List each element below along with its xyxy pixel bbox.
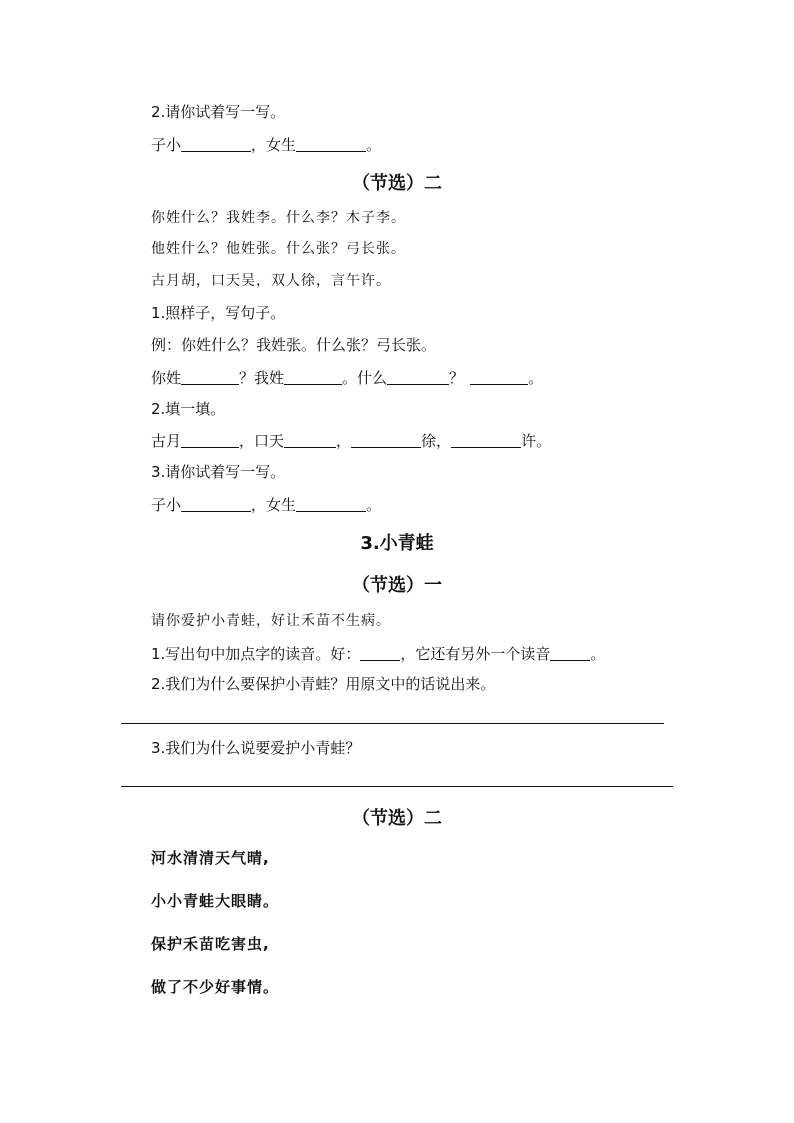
poem-line: 小小青蛙大眼睛。 [151, 892, 280, 910]
poem-line: 河水清清天气晴, [151, 849, 270, 867]
question-2-label: 2.填一填。 [151, 400, 226, 418]
blank [387, 370, 449, 385]
fill-blank-line [151, 433, 551, 449]
fill-blank-line [151, 137, 381, 153]
blank [181, 137, 251, 152]
blank [181, 370, 239, 385]
fill-text: 。 [590, 645, 606, 663]
fill-blank-line [151, 370, 543, 386]
section-heading: （节选）二 [352, 808, 442, 829]
section-heading: （节选）二 [352, 173, 442, 194]
fill-text: ，它还有另外一个读音 [400, 645, 551, 663]
answer-line [121, 786, 673, 787]
fill-text: 。 [528, 369, 544, 387]
lesson-title: 3.小青蛙 [360, 533, 434, 554]
blank [284, 370, 342, 385]
blank [451, 433, 521, 448]
question-3-label: 3.请你试着写一写。 [151, 463, 286, 481]
example-sentence: 例：你姓什么？我姓张。什么张？弓长张。 [151, 336, 437, 354]
blank [351, 433, 421, 448]
fill-text: 。 [366, 496, 382, 514]
fill-text: ？我姓 [239, 369, 285, 387]
fill-text: 许。 [521, 432, 552, 450]
fill-text: 子小 [151, 136, 182, 154]
fill-text: 徐， [421, 432, 452, 450]
blank [360, 646, 400, 661]
fill-text: ，女生 [251, 136, 297, 154]
poem-line: 做了不少好事情。 [151, 978, 280, 996]
fill-text: ，口天 [239, 432, 285, 450]
passage-line: 他姓什么？他姓张。什么张？弓长张。 [151, 241, 406, 257]
fill-text: 。 [366, 136, 382, 154]
question-1-label: 1.照样子，写句子。 [151, 304, 286, 322]
fill-blank-line [151, 497, 381, 513]
poem-line: 保护禾苗吃害虫, [151, 935, 270, 953]
fill-text: ，女生 [251, 496, 297, 514]
answer-line [121, 723, 664, 724]
fill-text: 你姓 [151, 369, 182, 387]
fill-text: 1.写出句中加点字的读音。好： [151, 645, 361, 663]
question-1 [151, 646, 605, 662]
fill-text: 。什么 [342, 369, 388, 387]
fill-text: 子小 [151, 496, 182, 514]
blank [296, 497, 366, 512]
passage-line: 古月胡，口天吴，双人徐，言午许。 [151, 273, 391, 289]
section-heading: （节选）一 [352, 575, 442, 596]
question-3: 3.我们为什么说要爱护小青蛙？ [151, 739, 361, 757]
blank [181, 497, 251, 512]
fill-text: ， [336, 432, 352, 450]
blank [470, 370, 528, 385]
question-2: 2.我们为什么要保护小青蛙？用原文中的话说出来。 [151, 675, 496, 693]
blank [284, 433, 336, 448]
passage-line: 你姓什么？我姓李。什么李？木子李。 [151, 210, 406, 226]
fill-text: 古月 [151, 432, 182, 450]
passage-line: 请你爱护小青蛙，好让禾苗不生病。 [151, 613, 391, 629]
blank [550, 646, 590, 661]
blank [296, 137, 366, 152]
question-2-label: 2.请你试着写一写。 [151, 103, 286, 121]
fill-text: ？ [449, 369, 465, 387]
blank [181, 433, 239, 448]
